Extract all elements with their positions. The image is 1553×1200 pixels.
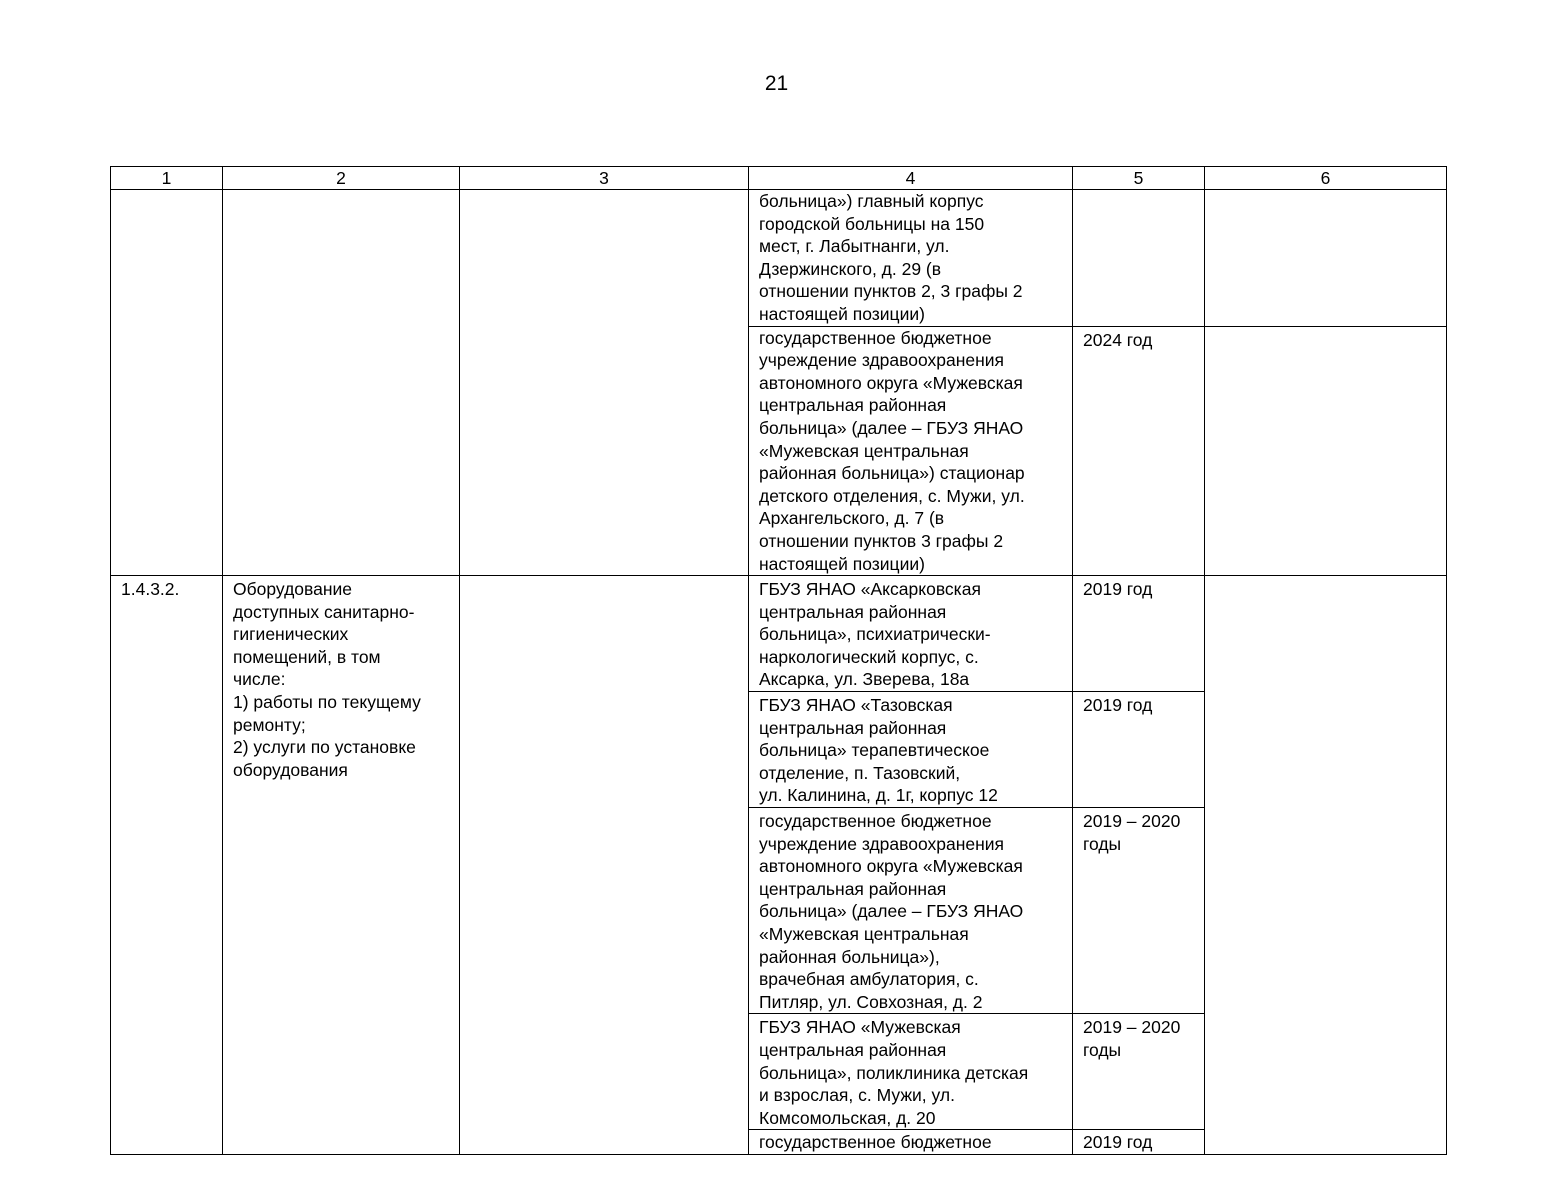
column-header-5: 5 bbox=[1073, 167, 1205, 190]
cell-number-empty bbox=[111, 190, 223, 576]
text-line: больница» (далее – ГБУЗ ЯНАО bbox=[759, 901, 1024, 922]
item-number: 1.4.3.2. bbox=[121, 579, 180, 600]
text-line: «Мужевская центральная bbox=[759, 924, 969, 944]
column-header-4: 4 bbox=[749, 167, 1073, 190]
text-line: государственное бюджетное bbox=[759, 1132, 992, 1153]
cell-period bbox=[1073, 1130, 1205, 1155]
text-line: годы bbox=[1083, 833, 1122, 854]
table-row bbox=[111, 576, 1447, 692]
text-line: гигиенических bbox=[233, 624, 349, 645]
text-line: наркологический корпус, с. bbox=[759, 646, 979, 667]
cell-period bbox=[1073, 326, 1205, 576]
cell-item-number bbox=[111, 576, 223, 1155]
period-text bbox=[1083, 810, 1194, 855]
text-line: городской больницы на 150 bbox=[759, 213, 985, 234]
object-text bbox=[759, 810, 1062, 1013]
text-line: 2019 год bbox=[1083, 695, 1153, 716]
period-text bbox=[1083, 1131, 1194, 1154]
text-line: оборудования bbox=[233, 759, 348, 780]
text-line: доступных санитарно- bbox=[233, 601, 415, 622]
text-line: районная больница») стационар bbox=[759, 463, 1025, 484]
text-line: годы bbox=[1083, 1039, 1122, 1060]
cell-col6-empty bbox=[1205, 576, 1447, 1155]
text-line: отделение, п. Тазовский, bbox=[759, 762, 961, 783]
cell-period bbox=[1073, 692, 1205, 808]
cell-object bbox=[749, 326, 1073, 576]
text-line: детского отделения, с. Мужи, ул. bbox=[759, 485, 1025, 506]
text-line: ГБУЗ ЯНАО «Мужевская bbox=[759, 1017, 961, 1038]
cell-col6-empty bbox=[1205, 190, 1447, 327]
cell-col6-empty bbox=[1205, 326, 1447, 576]
text-line: ремонту; bbox=[233, 714, 306, 735]
text-line: 1) работы по текущему bbox=[233, 692, 421, 713]
period-text bbox=[1083, 329, 1194, 352]
text-line: учреждение здравоохранения bbox=[759, 350, 1005, 371]
table-row bbox=[111, 190, 1447, 327]
text-line: врачебная амбулатория, с. bbox=[759, 969, 979, 990]
object-text bbox=[759, 578, 1062, 691]
cell-title-empty bbox=[223, 190, 460, 576]
period-text bbox=[1083, 1016, 1194, 1061]
column-header-6: 6 bbox=[1205, 167, 1447, 190]
object-text bbox=[759, 1131, 1062, 1154]
cell-period bbox=[1073, 190, 1205, 327]
text-line: государственное бюджетное bbox=[759, 811, 992, 832]
column-header-2: 2 bbox=[223, 167, 460, 190]
text-line: «Мужевская центральная bbox=[759, 440, 969, 461]
column-header-1: 1 bbox=[111, 167, 223, 190]
text-line: 2019 – 2020 bbox=[1083, 811, 1181, 832]
text-line: центральная районная bbox=[759, 878, 947, 899]
text-line: центральная районная bbox=[759, 1039, 947, 1060]
text-line: числе: bbox=[233, 669, 286, 690]
text-line: 2019 – 2020 bbox=[1083, 1017, 1181, 1038]
object-text bbox=[759, 190, 1062, 326]
cell-period bbox=[1073, 1014, 1205, 1130]
text-line: больница») главный корпус bbox=[759, 191, 984, 211]
text-line: больница», поликлиника детская bbox=[759, 1062, 1029, 1083]
period-text bbox=[1083, 578, 1194, 601]
text-line: Питляр, ул. Совхозная, д. 2 bbox=[759, 991, 983, 1012]
cell-col3-empty bbox=[460, 190, 749, 576]
text-line: отношении пунктов 3 графы 2 bbox=[759, 530, 1004, 551]
object-text bbox=[759, 694, 1062, 807]
text-line: центральная районная bbox=[759, 601, 947, 622]
text-line: автономного округа «Мужевская bbox=[759, 372, 1023, 393]
text-line: настоящей позиции) bbox=[759, 303, 925, 324]
item-title bbox=[233, 578, 449, 781]
text-line: ГБУЗ ЯНАО «Аксарковская bbox=[759, 579, 981, 600]
text-line: 2019 год bbox=[1083, 579, 1153, 600]
cell-object bbox=[749, 1130, 1073, 1155]
cell-object bbox=[749, 1014, 1073, 1130]
text-line: больница» терапевтическое bbox=[759, 740, 990, 761]
page-number: 21 bbox=[764, 72, 789, 95]
text-line: мест, г. Лабытнанги, ул. bbox=[759, 236, 950, 257]
text-line: 2019 год bbox=[1083, 1132, 1153, 1153]
text-line: государственное бюджетное bbox=[759, 327, 992, 348]
data-table bbox=[110, 166, 1447, 1155]
text-line: больница» (далее – ГБУЗ ЯНАО bbox=[759, 417, 1024, 438]
text-line: и взрослая, с. Мужи, ул. bbox=[759, 1085, 955, 1106]
cell-object bbox=[749, 190, 1073, 327]
text-line: Дзержинского, д. 29 (в bbox=[759, 258, 942, 279]
text-line: Оборудование bbox=[233, 579, 353, 600]
text-line: ул. Калинина, д. 1г, корпус 12 bbox=[759, 785, 998, 806]
cell-col3-empty bbox=[460, 576, 749, 1155]
cell-period bbox=[1073, 576, 1205, 692]
object-text bbox=[759, 1016, 1062, 1129]
text-line: 2) услуги по установке bbox=[233, 737, 416, 758]
text-line: настоящей позиции) bbox=[759, 553, 925, 574]
object-text bbox=[759, 327, 1062, 576]
column-header-3: 3 bbox=[460, 167, 749, 190]
text-line: помещений, в том bbox=[233, 646, 381, 667]
text-line: районная больница»), bbox=[759, 946, 940, 967]
period-text bbox=[1083, 694, 1194, 717]
text-line: ГБУЗ ЯНАО «Тазовская bbox=[759, 695, 953, 716]
text-line: центральная районная bbox=[759, 395, 947, 416]
text-line: учреждение здравоохранения bbox=[759, 833, 1005, 854]
table-header-row bbox=[111, 167, 1447, 190]
cell-object bbox=[749, 576, 1073, 692]
cell-object bbox=[749, 808, 1073, 1014]
text-line: Аксарка, ул. Зверева, 18а bbox=[759, 669, 970, 690]
text-line: центральная районная bbox=[759, 717, 947, 738]
text-line: Архангельского, д. 7 (в bbox=[759, 508, 945, 529]
text-line: отношении пунктов 2, 3 графы 2 bbox=[759, 281, 1023, 302]
text-line: больница», психиатрически- bbox=[759, 624, 991, 645]
cell-item-title bbox=[223, 576, 460, 1155]
text-line: автономного округа «Мужевская bbox=[759, 856, 1023, 877]
cell-period bbox=[1073, 808, 1205, 1014]
text-line: 2024 год bbox=[1083, 329, 1153, 350]
cell-object bbox=[749, 692, 1073, 808]
text-line: Комсомольская, д. 20 bbox=[759, 1107, 936, 1128]
